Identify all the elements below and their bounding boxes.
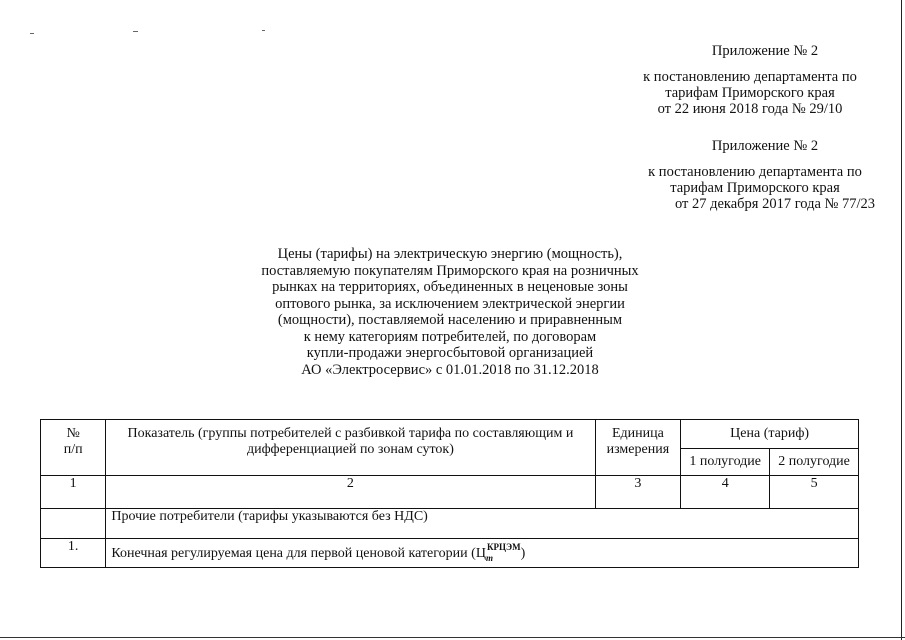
header-unit: Единица измерения [595,420,681,476]
header-price: Цена (тариф) [681,420,859,449]
appendix-block-2017 [620,138,890,212]
appendix-title: Приложение № 2 [711,138,819,154]
header-half2: 2 полугодие [770,449,859,476]
scan-speck [133,31,138,32]
appendix-block-2018 [615,43,885,117]
title-line: рынках на территориях, объединенных в неценовые зоны [272,279,628,295]
index-cell: 2 [106,476,595,509]
header-indicator: Показатель (группы потребителей с разбивкой тарифа по составляющим и дифференциацией по зонам суток) [106,420,595,476]
title-line: к нему категориям потребителей, по договорам [303,328,597,345]
scan-speck [262,30,265,31]
title-line: купли-продажи энергосбытовой организацией [306,345,594,361]
title-line: (мощности), поставляемой населению и приравненным [277,312,623,328]
table-row [41,539,859,568]
title-line: оптового рынка, за исключением электрической энергии [275,295,625,312]
row-num: 1. [41,539,106,568]
row-indicator-close: ) [520,546,526,561]
appendix-line: тарифам Приморского края [665,85,835,101]
row-indicator [106,539,859,568]
header-num: № п/п [41,420,106,476]
page-edge-bottom [0,637,905,638]
appendix-line: к постановлению департамента по [643,69,857,85]
header-half1: 1 полугодие [681,449,770,476]
appendix-line: к постановлению департамента по [648,164,862,180]
index-cell: 4 [681,476,770,509]
appendix-line: от 27 декабря 2017 года № 77/23 [674,196,876,212]
row-indicator-text: Конечная регулируемая цена для первой ценовой категории ( [111,546,476,561]
formula-sub: m [485,552,493,563]
section-label: Прочие потребители (тарифы указываются без НДС) [106,509,859,539]
price-formula [475,542,521,563]
scan-speck [30,33,34,34]
tariff-table [40,419,859,568]
title-line: АО «Электросервис» с 01.01.2018 по 31.12.2018 [301,361,599,378]
index-cell: 3 [595,476,681,509]
index-row [41,476,859,509]
header-row [41,420,859,449]
index-cell: 1 [41,476,106,509]
formula-sup: КРЦЭМ [486,542,521,552]
title-line: Цены (тарифы) на электрическую энергию (мощность), [277,246,623,262]
index-cell: 5 [770,476,859,509]
appendix-line: тарифам Приморского края [670,180,840,196]
appendix-title: Приложение № 2 [711,43,819,59]
section-num-cell [41,509,106,539]
document-title [225,246,675,378]
page-edge-right [901,0,902,640]
title-line: поставляемую покупателям Приморского края на розничных [261,262,639,279]
appendix-line: от 22 июня 2018 года № 29/10 [657,101,843,117]
section-row [41,509,859,539]
formula-base: Ц [475,546,486,561]
